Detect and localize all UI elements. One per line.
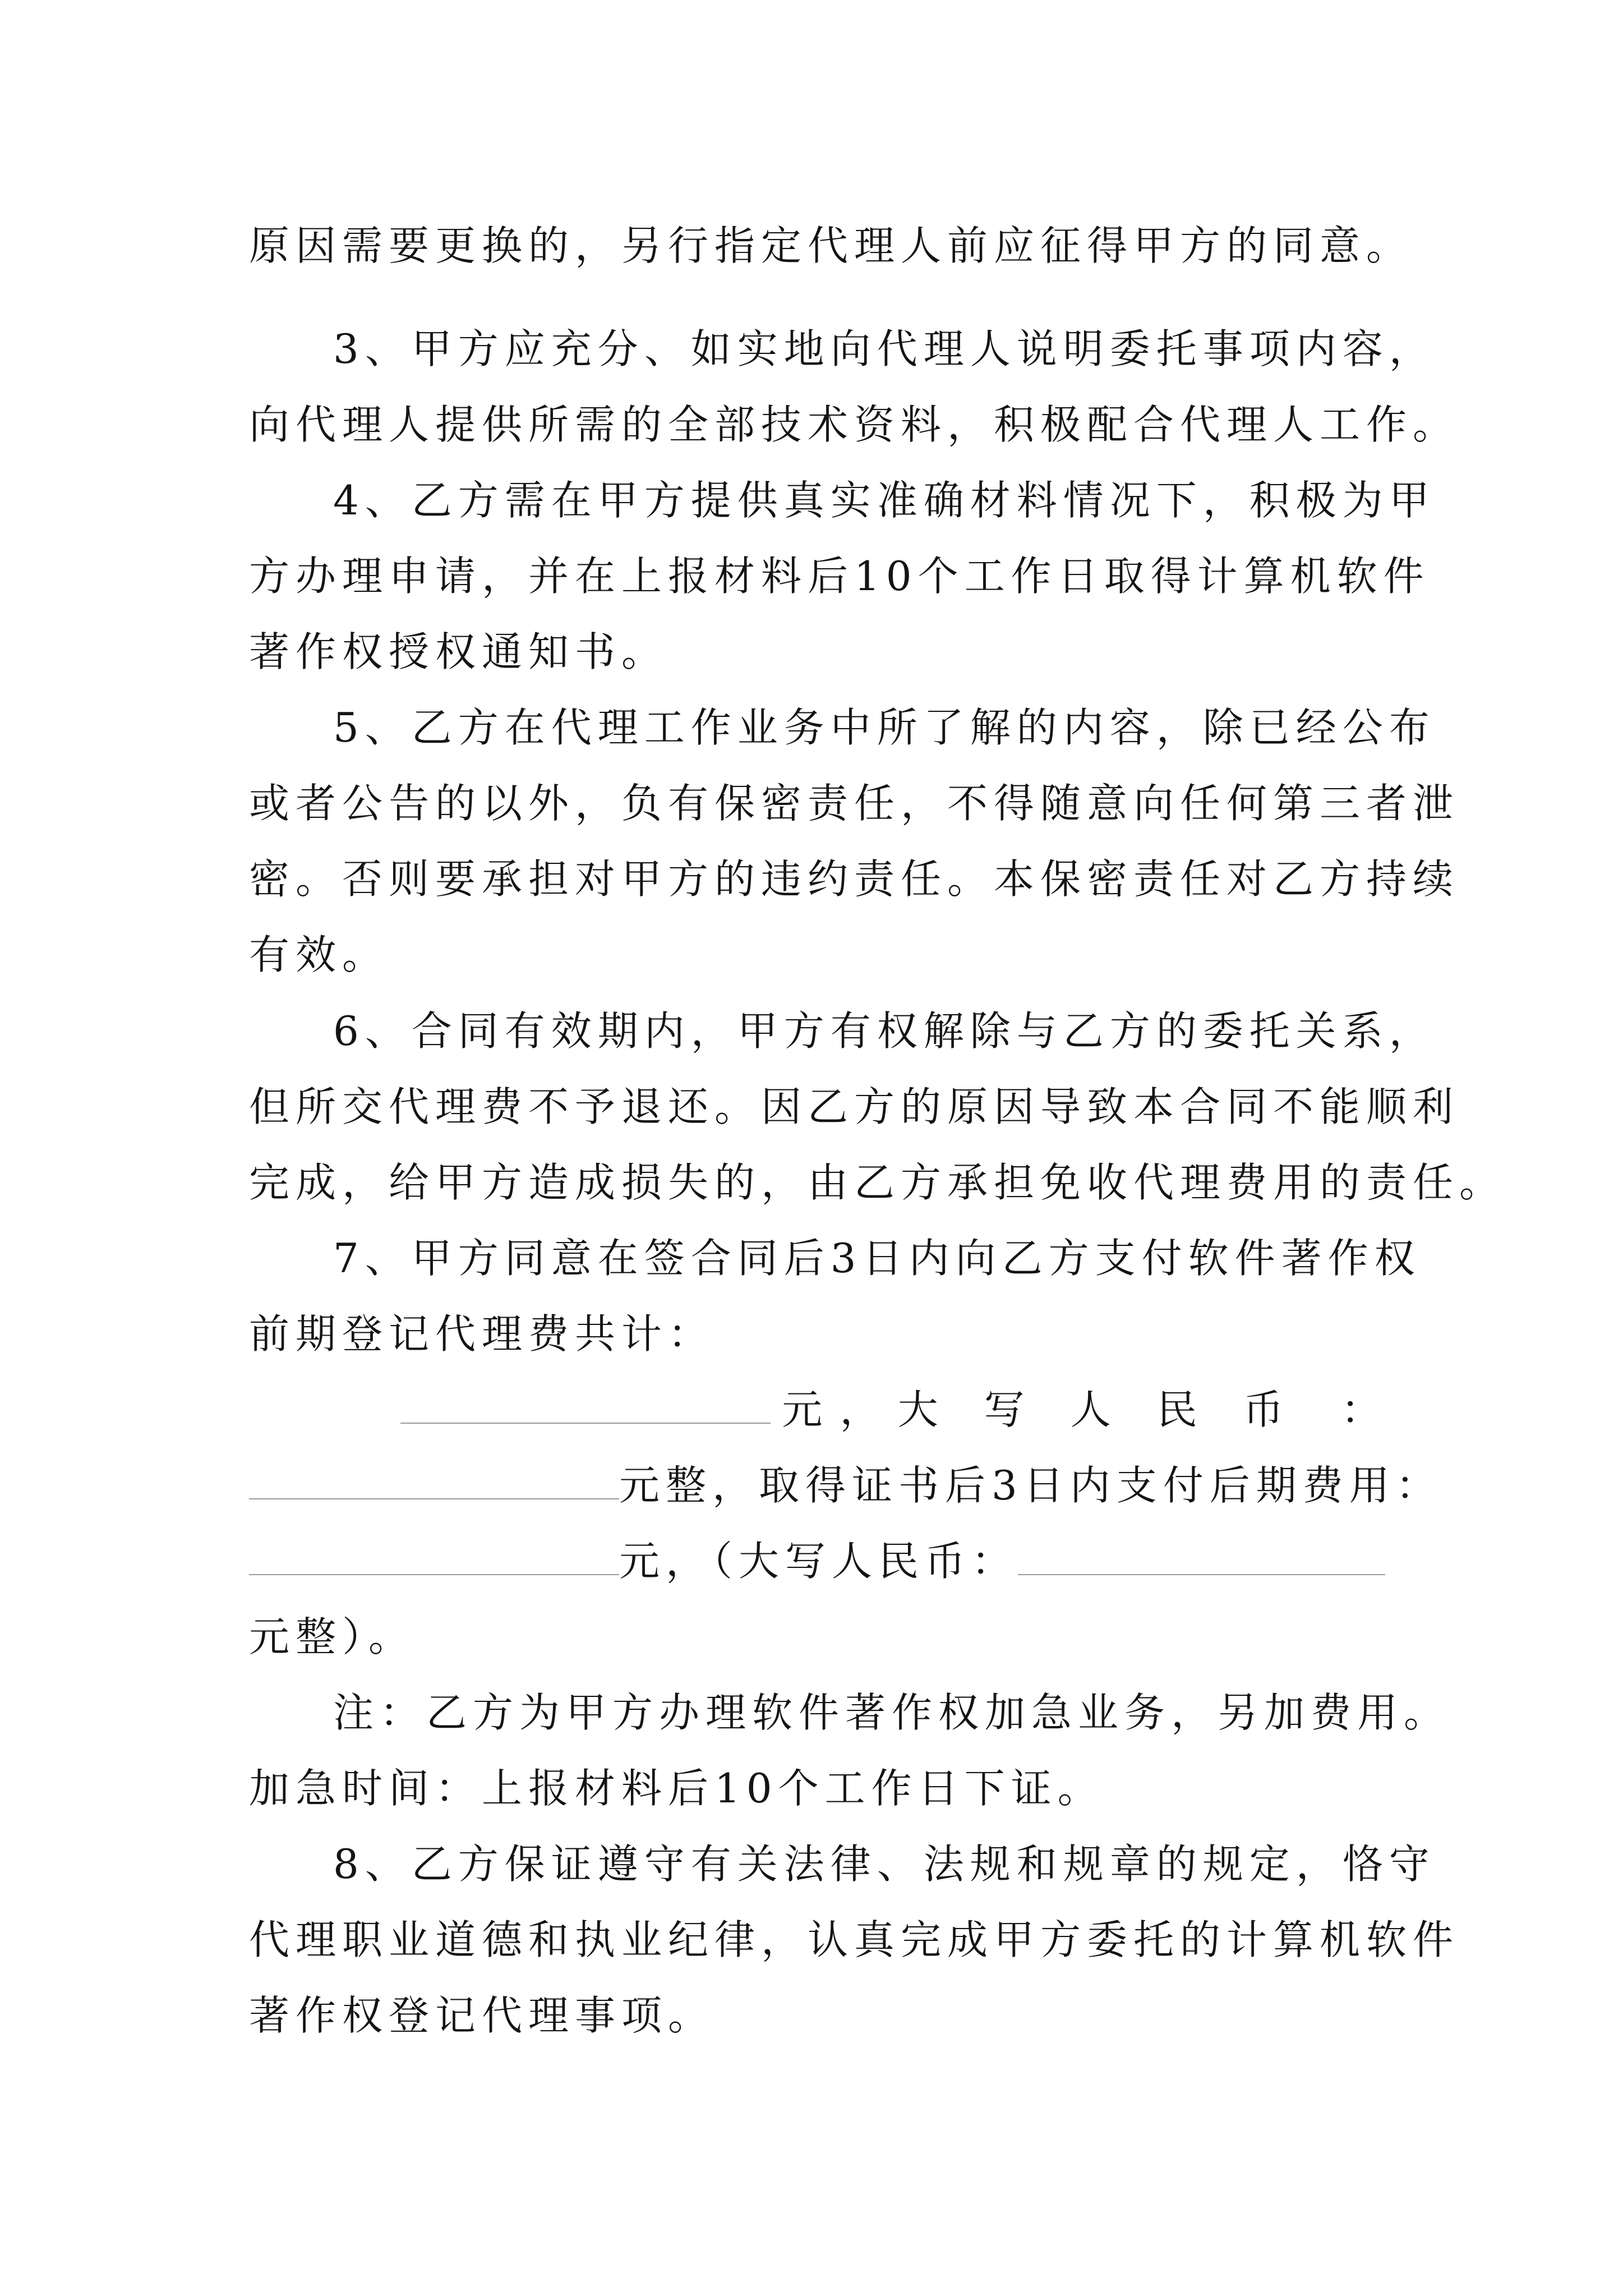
clause-4-line-3: 著作权授权通知书。 [249,628,668,675]
comma-label: ， [840,1386,887,1433]
clause-6-line-3: 完成，给甲方造成损失的，由乙方承担免收代理费用的责任。 [249,1159,1506,1206]
clause-5-line-3: 密。否则要承担对甲方的违约责任。本保密责任对乙方持续 [249,855,1460,903]
capital-rmb-label: 大写人民币 [897,1386,1330,1433]
colon-label: ： [1340,1386,1387,1433]
clause-8-line-3: 著作权登记代理事项。 [249,1992,715,2039]
fee-line-3 [249,1533,1387,1589]
clause-7-line-1: 7、甲方同意在签合同后3日内向乙方支付软件著作权 [333,1235,1421,1282]
clause-5-line-2: 或者公告的以外，负有保密责任，不得随意向任何第三者泄 [249,780,1460,827]
fee-line-2-text: 元整，取得证书后3日内支付后期费用： [619,1462,1442,1509]
note-line-1: 注：乙方为甲方办理软件著作权加急业务，另加费用。 [333,1689,1451,1736]
amount-blank-3 [249,1538,619,1575]
text-line: 原因需要更换的，另行指定代理人前应征得甲方的同意。 [249,222,1413,269]
clause-6-line-1: 6、合同有效期内，甲方有权解除与乙方的委托关系， [333,1007,1436,1055]
clause-6-line-2: 但所交代理费不予退还。因乙方的原因导致本合同不能顺利 [249,1083,1460,1130]
note-line-2: 加急时间：上报材料后10个工作日下证。 [249,1765,1104,1812]
fee-line-4: 元整）。 [249,1613,416,1660]
clause-8-line-1: 8、乙方保证遵守有关法律、法规和规章的规定，恪守 [333,1841,1436,1888]
amount-blank-2 [249,1462,619,1499]
clause-4-line-2: 方办理申请，并在上报材料后10个工作日取得计算机软件 [249,553,1430,600]
fee-line-3-text: 元，（大写人民币： [619,1538,1018,1585]
clause-7-line-2: 前期登记代理费共计： [249,1310,715,1358]
amount-blank-1 [400,1387,771,1424]
clause-3-line-2: 向代理人提供所需的全部技术资料，积极配合代理人工作。 [249,401,1460,448]
clause-5-line-1: 5、乙方在代理工作业务中所了解的内容，除已经公布 [333,704,1436,751]
clause-8-line-2: 代理职业道德和执业纪律，认真完成甲方委托的计算机软件 [249,1916,1460,1963]
clause-5-line-4: 有效。 [249,931,389,978]
fee-line-2 [249,1457,1442,1513]
clause-3-line-1: 3、甲方应充分、如实地向代理人说明委托事项内容， [333,325,1436,372]
unit-label: 元 [782,1386,829,1433]
amount-blank-4 [1018,1538,1385,1575]
clause-4-line-1: 4、乙方需在甲方提供真实准确材料情况下，积极为甲 [333,477,1436,524]
fee-line-1 [400,1382,1387,1438]
